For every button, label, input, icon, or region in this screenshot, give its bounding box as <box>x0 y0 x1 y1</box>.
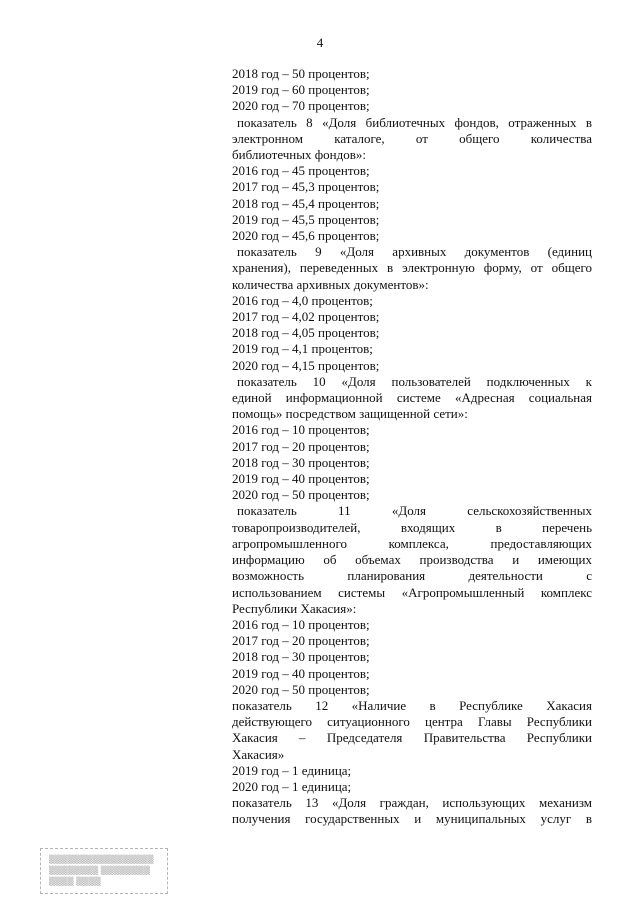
text-line: 2017 год – 20 процентов; <box>232 633 370 649</box>
text-line: хранения), переведенных в электронную форму, от общего <box>232 260 592 276</box>
text-line: 2019 год – 45,5 процентов; <box>232 211 380 227</box>
text-line: 2019 год – 60 процентов; <box>232 82 370 98</box>
text-line: Хакасия» <box>232 746 285 762</box>
text-line: 2020 год – 70 процентов; <box>232 98 370 114</box>
text-line: Республики Хакасия»: <box>232 600 357 616</box>
text-line: показатель 11 «Доля сельскохозяйственных <box>237 503 592 519</box>
text-line: показатель 8 «Доля библиотечных фондов, отраженных в <box>237 114 592 130</box>
text-line: количества архивных документов»: <box>232 276 429 292</box>
text-line: 2017 год – 20 процентов; <box>232 438 370 454</box>
text-line: 2019 год – 40 процентов; <box>232 471 370 487</box>
text-line: 2020 год – 4,15 процентов; <box>232 357 380 373</box>
text-line: единой информационной системе «Адресная социальная <box>232 390 592 406</box>
document-body <box>232 66 592 828</box>
text-line: 2019 год – 1 единица; <box>232 762 352 778</box>
text-line: 2016 год – 4,0 процентов; <box>232 292 373 308</box>
text-line: 2017 год – 45,3 процентов; <box>232 179 380 195</box>
text-line: информацию об объемах производства и имеющих <box>232 552 592 568</box>
text-line: 2020 год – 45,6 процентов; <box>232 228 380 244</box>
text-line: использованием системы «Агропромышленный комплекс <box>232 584 592 600</box>
text-line: получения государственных и муниципальных услуг в <box>232 811 592 827</box>
text-line: 2020 год – 50 процентов; <box>232 487 370 503</box>
text-line: 2019 год – 40 процентов; <box>232 665 370 681</box>
text-line: Хакасия – Председателя Правительства Республики <box>232 730 592 746</box>
text-line: 2018 год – 50 процентов; <box>232 66 370 81</box>
text-line: действующего ситуационного центра Главы Республики <box>232 714 592 730</box>
text-line: показатель 9 «Доля архивных документов (единиц <box>237 244 592 260</box>
text-line: 2019 год – 4,1 процентов; <box>232 341 373 357</box>
text-line: 2020 год – 50 процентов; <box>232 681 370 697</box>
text-line: библиотечных фондов»: <box>232 147 366 163</box>
text-line: возможность планирования деятельности с <box>232 568 592 584</box>
text-line: 2020 год – 1 единица; <box>232 778 352 794</box>
text-line: электронном каталоге, от общего количества <box>232 130 592 146</box>
text-line: 2018 год – 30 процентов; <box>232 454 370 470</box>
text-line: показатель 12 «Наличие в Республике Хакасия <box>232 697 592 713</box>
text-line: 2016 год – 45 процентов; <box>232 163 370 179</box>
text-line: товаропроизводителей, входящих в перечень <box>232 519 592 535</box>
text-line: 2016 год – 10 процентов; <box>232 422 370 438</box>
text-line: 2017 год – 4,02 процентов; <box>232 309 380 325</box>
page-number: 4 <box>316 35 324 50</box>
text-line: 2018 год – 4,05 процентов; <box>232 325 380 341</box>
text-line: 2018 год – 30 процентов; <box>232 649 370 665</box>
faded-registration-stamp: ▒▒▒▒▒▒▒▒▒▒▒▒▒▒▒▒▒ ▒▒▒▒▒▒▒▒ ▒▒▒▒▒▒▒▒ ▒▒▒▒ ▒▒▒▒ <box>40 848 168 894</box>
text-line: 2018 год – 45,4 процентов; <box>232 195 380 211</box>
text-line: показатель 10 «Доля пользователей подключенных к <box>237 373 592 389</box>
text-line: показатель 13 «Доля граждан, использующих механизм <box>232 795 592 811</box>
text-line: агропромышленного комплекса, предоставляющих <box>232 535 592 551</box>
text-line: 2016 год – 10 процентов; <box>232 616 370 632</box>
text-line: помощь» посредством защищенной сети»: <box>232 406 468 422</box>
